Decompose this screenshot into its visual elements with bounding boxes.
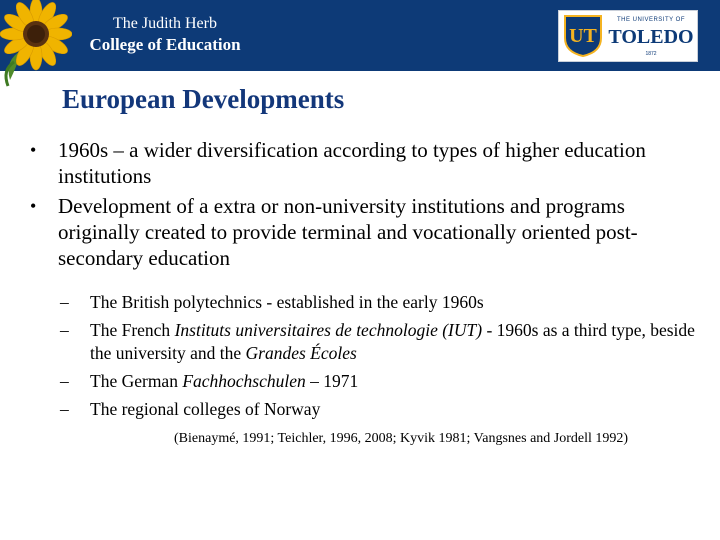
bullet-marker: •	[30, 196, 37, 216]
sub-bullet-marker: –	[60, 371, 69, 391]
grandes-ecoles: Grandes Écoles	[245, 343, 357, 363]
university-name: TOLEDO	[608, 26, 694, 48]
sunflower-logo-icon	[0, 0, 72, 88]
citation: (Bienaymé, 1991; Teichler, 1996, 2008; Kyvik 1981; Vangsnes and Jordell 1992)	[174, 431, 629, 446]
college-name	[72, 14, 258, 56]
sub-bullet-text: The German	[90, 371, 183, 391]
bullet-item	[30, 193, 700, 271]
sub-bullet-marker: –	[60, 292, 69, 312]
sub-bullet-marker: –	[60, 320, 69, 340]
sub-bullet-item	[60, 398, 700, 421]
ut-shield-icon	[563, 14, 603, 58]
college-name-line2: College of Education	[89, 35, 241, 54]
bullet-item	[30, 137, 700, 189]
slide-title: European Developments	[62, 84, 345, 114]
sub-bullet-text: The French	[90, 320, 175, 340]
ut-shield-text: UT	[569, 25, 597, 47]
bullet-marker: •	[30, 140, 37, 160]
iut-name: Instituts universitaires de technologie (IUT)	[174, 320, 483, 340]
university-of-text: THE UNIVERSITY OF	[616, 17, 686, 23]
university-year: 1872	[645, 51, 657, 57]
sub-bullet-text: The British polytechnics - established in the early 1960s	[90, 292, 484, 312]
sub-bullet-item	[60, 319, 700, 365]
university-logo	[558, 10, 698, 62]
fachhochschulen: Fachhochschulen	[182, 371, 306, 391]
sub-bullet-text: The regional colleges of Norway	[90, 399, 321, 419]
sub-bullet-item	[60, 291, 700, 314]
college-name-line1: The Judith Herb	[113, 15, 217, 32]
sub-bullet-marker: –	[60, 399, 69, 419]
sub-bullet-text: – 1971	[305, 371, 359, 391]
sub-bullet-list	[60, 291, 700, 426]
bullet-text: Development of a extra or non-university institutions and programs originally created to provide terminal and vocationally oriented post-secondary education	[58, 194, 638, 270]
main-bullet-list	[30, 137, 700, 275]
bullet-text: 1960s – a wider diversification according to types of higher education institutions	[58, 138, 646, 188]
sub-bullet-item	[60, 370, 700, 393]
sub-bullet-text: - 1960s as a third type, beside the university and the	[90, 320, 695, 363]
